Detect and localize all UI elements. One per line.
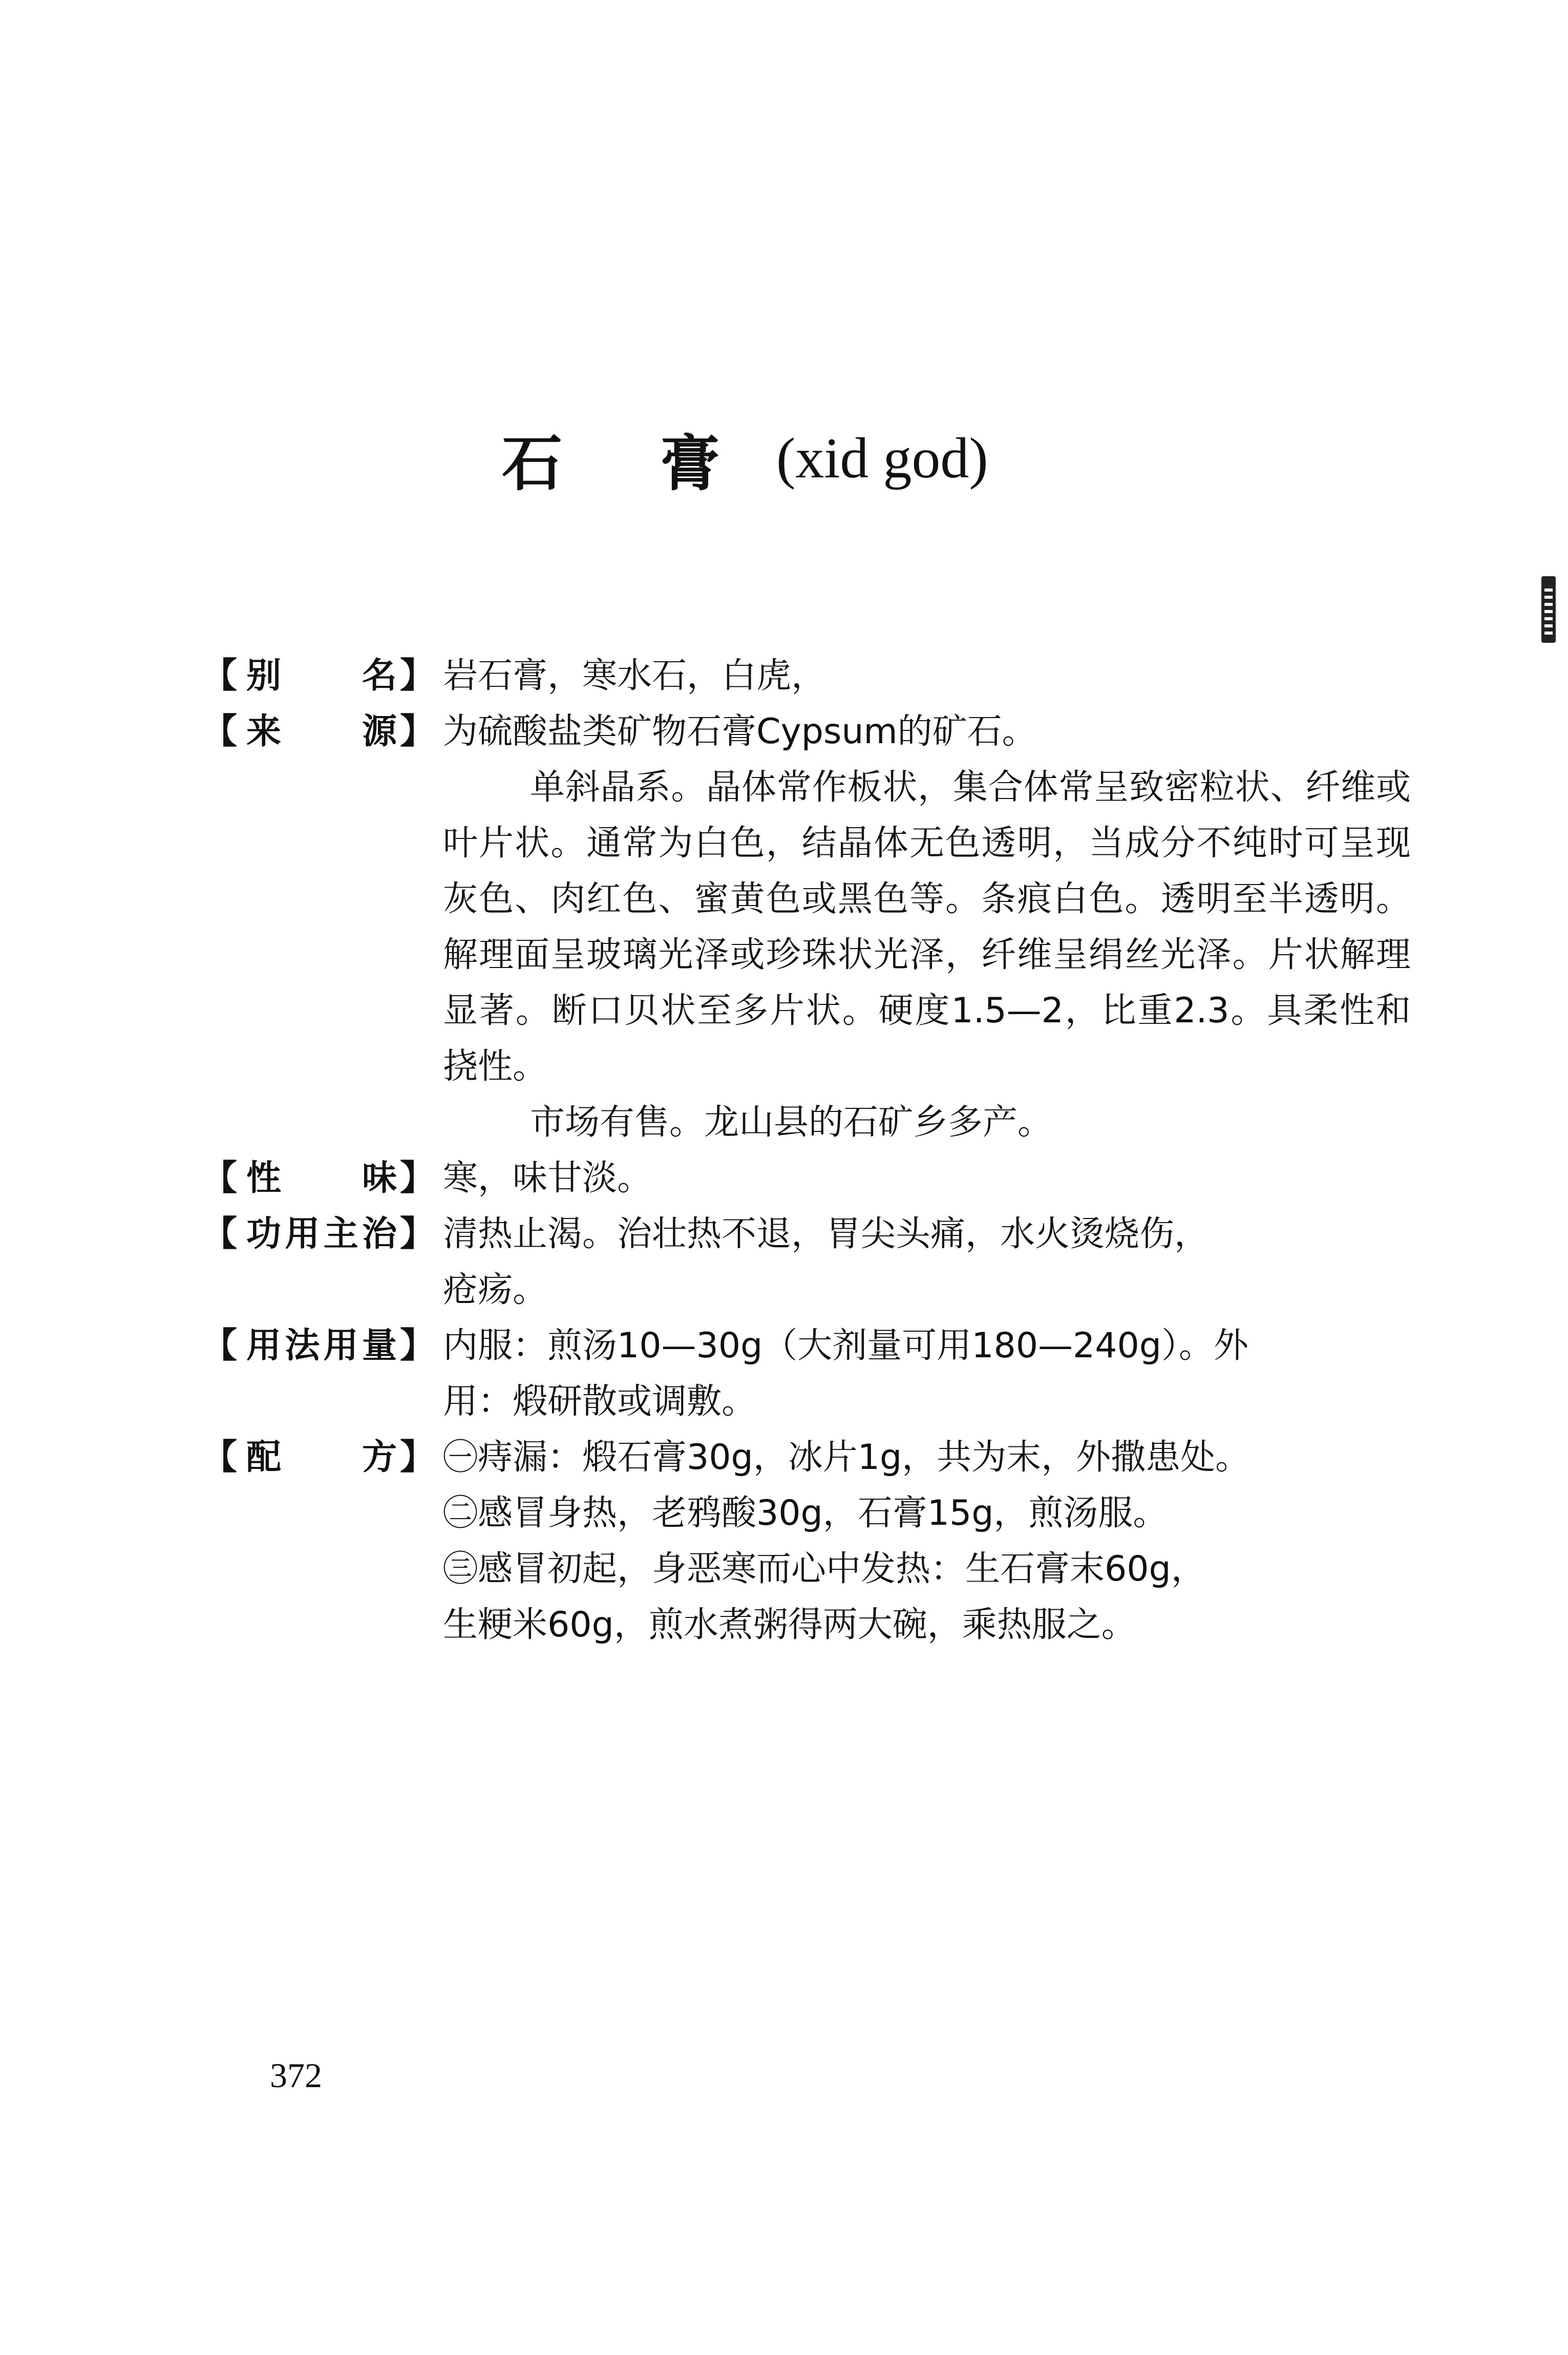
content-line: 岩石膏，寒水石，白虎， (443, 656, 827, 696)
entry-label: 【 别 名 】 (202, 648, 443, 704)
label-text: 来 源 (246, 711, 397, 752)
content-line: 生粳米60g，煎水煮粥得两大碗，乘热服之。 (443, 1605, 1136, 1645)
content-line: 为硫酸盐类矿物石膏Cypsum的矿石。 (443, 711, 1037, 752)
label-text: 功 用 主 治 (246, 1214, 397, 1254)
page-number: 372 (270, 2056, 322, 2095)
content-line: 寒，味甘淡。 (443, 1158, 652, 1198)
title-pinyin: (xid god) (776, 426, 988, 490)
entry-content (443, 1318, 1411, 1429)
entry-label: 【 用 法 用 量 】 (202, 1318, 443, 1374)
content-line: 用：煅研散或调敷。 (443, 1381, 757, 1422)
entry-alias (202, 648, 1421, 704)
label-text: 用 法 用 量 (246, 1326, 397, 1366)
content-line: 内服：煎汤10—30g（大剂量可用180—240g）。外 (443, 1326, 1248, 1366)
entry-list (202, 648, 1421, 1653)
entry-dosage (202, 1318, 1421, 1429)
label-text: 配 方 (246, 1437, 397, 1478)
entry-source (202, 704, 1421, 1150)
entry-content (443, 1429, 1411, 1653)
label-text: 别 名 (246, 656, 397, 696)
content-line: ㊁感冒身热，老鸦酸30g，石膏15g，煎汤服。 (443, 1493, 1168, 1533)
content-line: 疮疡。 (443, 1270, 548, 1310)
entry-label: 【 性 味 】 (202, 1150, 443, 1206)
source-paragraph: 单斜晶系。晶体常作板状，集合体常呈致密粒状、纤维或叶片状。通常为白色，结晶体无色透明，当成分不纯时可呈现灰色、肉红色、蜜黄色或黑色等。条痕白色。透明至半透明。解理面呈玻璃光泽或珍珠状光泽，纤维呈绢丝光泽。片状解理显著。断口贝状至多片状。硬度1.5—2，比重2.3。具柔性和挠性。 (443, 767, 1411, 1087)
entry-content (443, 704, 1411, 1150)
label-text: 性 味 (246, 1158, 397, 1198)
content-line: ㊂感冒初起，身恶寒而心中发热：生石膏末60g， (443, 1549, 1206, 1589)
content-line: ㊀痔漏：煅石膏30g，冰片1g，共为末，外撒患处。 (443, 1437, 1251, 1478)
entry-content (443, 648, 1411, 704)
entry-nature (202, 1150, 1421, 1206)
entry-label: 【 来 源 】 (202, 704, 443, 760)
content-line: 清热止渴。治壮热不退，胃尖头痛，水火烫烧伤， (443, 1214, 1210, 1254)
edge-tab-mark (1541, 576, 1556, 643)
entry-content (443, 1150, 1411, 1206)
title-han: 石膏 (502, 428, 818, 499)
entry-title (502, 420, 1168, 497)
entry-prescription (202, 1429, 1421, 1653)
entry-function (202, 1206, 1421, 1318)
source-paragraph: 市场有售。龙山县的石矿乡多产。 (530, 1102, 1053, 1143)
entry-content (443, 1206, 1411, 1318)
entry-label: 【 配 方 】 (202, 1429, 443, 1485)
entry-label: 【 功 用 主 治 】 (202, 1206, 443, 1262)
